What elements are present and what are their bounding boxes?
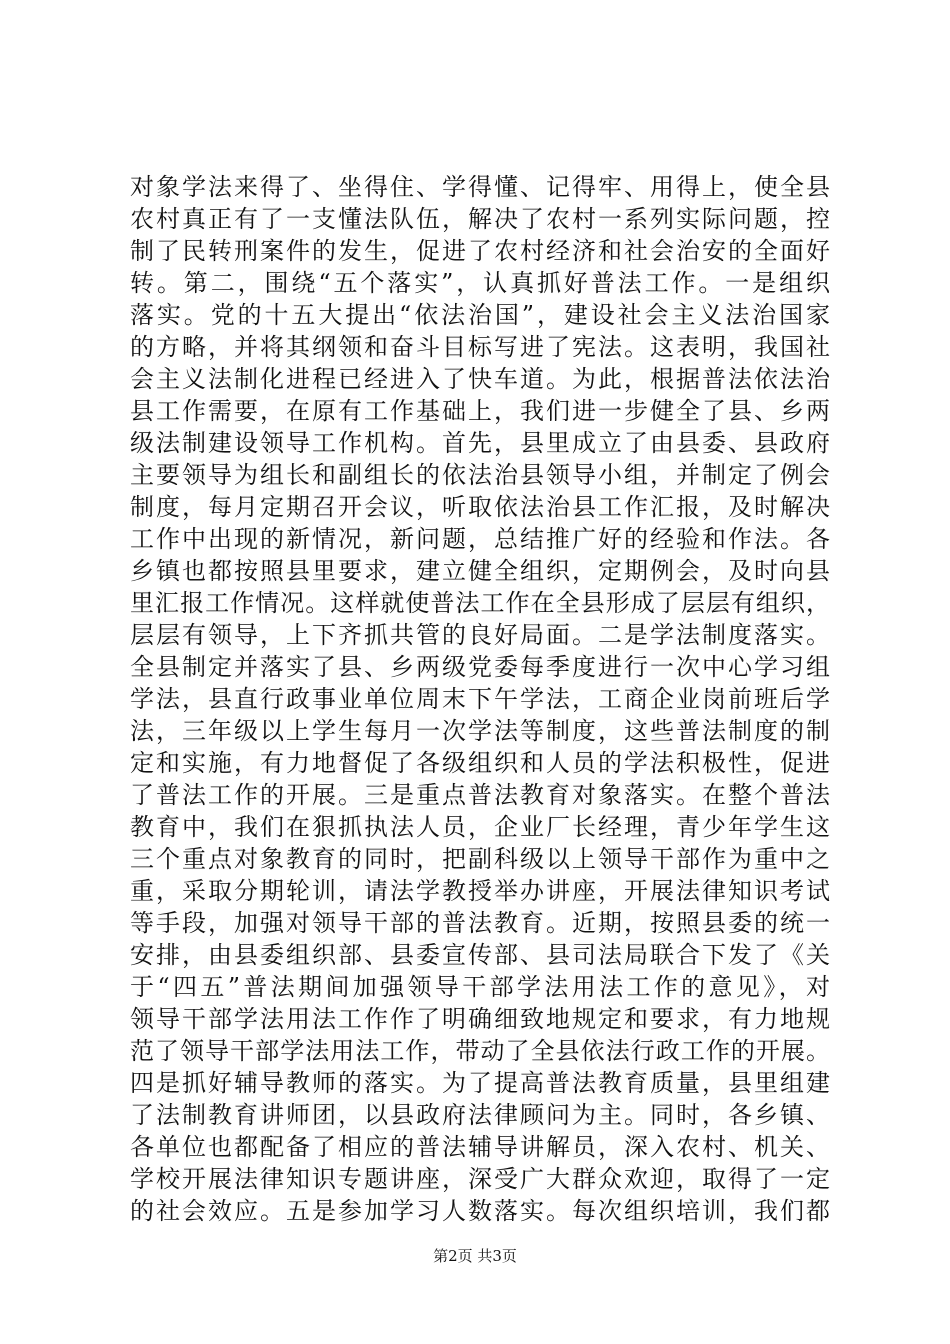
text-line: 学法，县直行政事业单位周末下午学法，工商企业岗前班后学: [130, 685, 830, 713]
text-line: 制度，每月定期召开会议，听取依法治县工作汇报，及时解决: [130, 493, 830, 521]
text-line: 三个重点对象教育的同时，把副科级以上领导干部作为重中之: [130, 845, 830, 873]
text-line: 制了民转刑案件的发生，促进了农村经济和社会治安的全面好: [130, 237, 830, 265]
text-line: 四是抓好辅导教师的落实。为了提高普法教育质量，县里组建: [130, 1069, 830, 1097]
text-line: 重，采取分期轮训，请法学教授举办讲座，开展法律知识考试: [130, 877, 830, 905]
text-line: 等手段，加强对领导干部的普法教育。近期，按照县委的统一: [130, 909, 830, 937]
text-line: 工作中出现的新情况，新问题，总结推广好的经验和作法。各: [130, 525, 830, 553]
text-line: 主要领导为组长和副组长的依法治县领导小组，并制定了例会: [130, 461, 830, 489]
text-line: 了法制教育讲师团，以县政府法律顾问为主。同时，各乡镇、: [130, 1101, 830, 1129]
text-line: 里汇报工作情况。这样就使普法工作在全县形成了层层有组织，: [130, 589, 830, 617]
text-line: 对象学法来得了、坐得住、学得懂、记得牢、用得上，使全县: [130, 173, 830, 201]
text-line: 法，三年级以上学生每月一次学法等制度，这些普法制度的制: [130, 717, 830, 745]
body-text: [130, 171, 830, 1227]
text-line: 的方略，并将其纲领和奋斗目标写进了宪法。这表明，我国社: [130, 333, 830, 361]
text-line: 学校开展法律知识专题讲座，深受广大群众欢迎，取得了一定: [130, 1165, 830, 1193]
text-line: 层层有领导，上下齐抓共管的良好局面。二是学法制度落实。: [130, 621, 830, 649]
text-line: 的社会效应。五是参加学习人数落实。每次组织培训，我们都: [130, 1197, 830, 1225]
text-line: 领导干部学法用法工作作了明确细致地规定和要求，有力地规: [130, 1005, 830, 1033]
text-line: 级法制建设领导工作机构。首先，县里成立了由县委、县政府: [130, 429, 830, 457]
text-line: 落实。党的十五大提出“依法治国”，建设社会主义法治国家: [130, 301, 830, 329]
page-footer: 第2页 共3页: [433, 1247, 517, 1265]
text-line: 教育中，我们在狠抓执法人员，企业厂长经理，青少年学生这: [130, 813, 830, 841]
text-line: 定和实施，有力地督促了各级组织和人员的学法积极性，促进: [130, 749, 830, 777]
text-line: 了普法工作的开展。三是重点普法教育对象落实。在整个普法: [130, 781, 830, 809]
text-line: 会主义法制化进程已经进入了快车道。为此，根据普法依法治: [130, 365, 830, 393]
text-line: 县工作需要，在原有工作基础上，我们进一步健全了县、乡两: [130, 397, 830, 425]
text-line: 安排，由县委组织部、县委宣传部、县司法局联合下发了《关: [130, 941, 830, 969]
text-line: 各单位也都配备了相应的普法辅导讲解员，深入农村、机关、: [130, 1133, 830, 1161]
text-line: 乡镇也都按照县里要求，建立健全组织，定期例会，及时向县: [130, 557, 830, 585]
text-line: 范了领导干部学法用法工作，带动了全县依法行政工作的开展。: [130, 1037, 830, 1065]
text-line: 全县制定并落实了县、乡两级党委每季度进行一次中心学习组: [130, 653, 830, 681]
text-line: 农村真正有了一支懂法队伍，解决了农村一系列实际问题，控: [130, 205, 830, 233]
text-line: 于“四五”普法期间加强领导干部学法用法工作的意见》，对: [130, 973, 830, 1001]
text-line: 转。第二，围绕“五个落实”，认真抓好普法工作。一是组织: [130, 269, 830, 297]
